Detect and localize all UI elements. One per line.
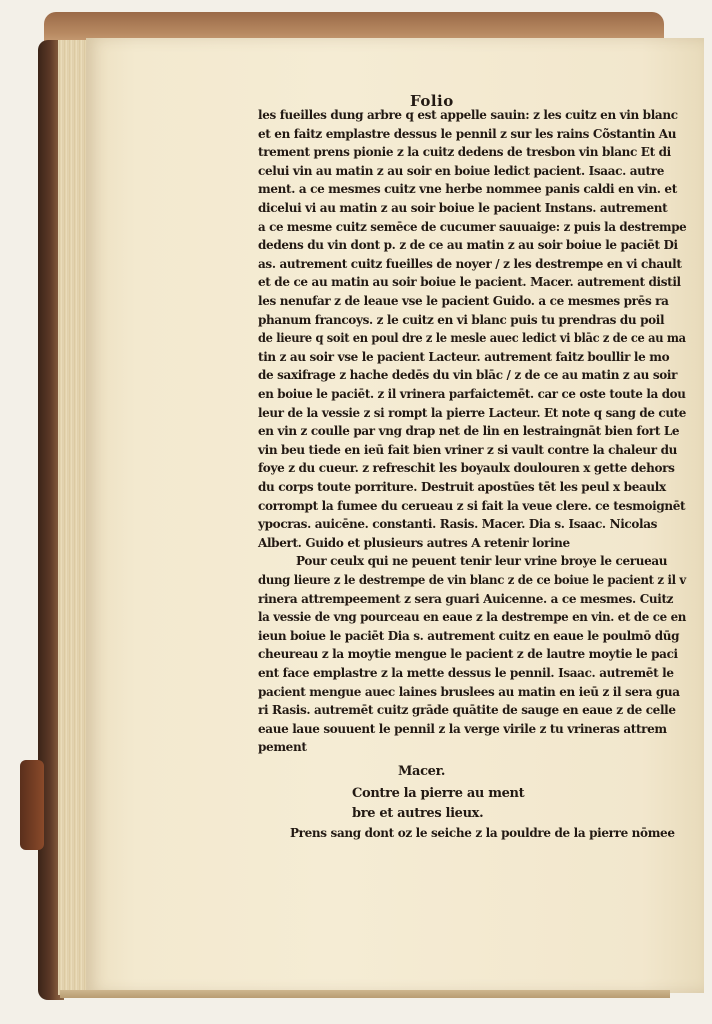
section-title-line-1: Contre la pierre au ment [352, 786, 525, 801]
text-line: pement [258, 740, 307, 755]
folio-heading: Folio [410, 92, 454, 110]
text-line: tin z au soir vse le pacient Lacteur. autrement faitz boullir le mo [258, 349, 670, 364]
text-line: trement prens pionie z la cuitz dedens de tresbon vin blanc Et di [258, 145, 671, 160]
text-line: Albert. Guido et plusieurs autres A retenir lorine [258, 535, 570, 550]
text-line: les fueilles dung arbre q est appelle sauin: z les cuitz en vin blanc [258, 108, 678, 122]
text-line: de saxifrage z hache dedēs du vin blāc / z de ce au matin z au soir [258, 368, 678, 383]
text-line: vin beu tiede en ieū fait bien vriner z si vault contre la chaleur du [258, 442, 678, 457]
text-line: en vin z coulle par vng drap net de lin en lestraingnāt bien fort Le [258, 424, 680, 439]
text-line: ri Rasis. autremēt cuitz grāde quātite de sauge en eaue z de celle [258, 703, 676, 718]
leather-tab [20, 760, 44, 850]
text-line: ieun boiue le paciēt Dia s. autrement cuitz en eaue le poulmō dūg [258, 628, 680, 643]
text-line: dedens du vin dont p. z de ce au matin z au soir boiue le paciēt Di [258, 238, 678, 253]
section-author: Macer. [398, 764, 446, 779]
text-line: en boiue le paciēt. z il vrinera parfaictemēt. car ce oste toute la dou [258, 387, 686, 401]
text-line: les nenufar z de leaue vse le pacient Guido. a ce mesmes prēs ra [258, 294, 669, 308]
text-line: pacient mengue auec laines bruslees au matin en ieū z il sera gua [258, 684, 680, 699]
text-line: celui vin au matin z au soir en boiue ledict pacient. Isaac. autre [258, 163, 665, 178]
text-line: la vessie de vng pourceau en eaue z la destrempe en vin. et de ce en [258, 610, 687, 625]
text-line: et de ce au matin au soir boiue le pacient. Macer. autrement distil [258, 275, 681, 290]
text-line: corrompt la fumee du cerueau z si fait la veue clere. ce tesmoignēt [258, 498, 686, 513]
text-line: leur de la vessie z si rompt la pierre Lacteur. Et note q sang de cute [258, 405, 687, 420]
text-line: as. autrement cuitz fueilles de noyer / z les destrempe en vi chault [258, 256, 682, 271]
text-line: cheureau z la moytie mengue le pacient z de lautre moytie le paci [258, 647, 678, 662]
text-line: de lieure q soit en poul dre z le mesle auec ledict vi blāc z de ce au ma [258, 331, 686, 346]
text-line: a ce mesme cuitz semēce de cucumer sauuaige: z puis la destrempe [258, 219, 687, 234]
last-text-line: Prens sang dont oz le seiche z la pouldre de la pierre nōmee [290, 826, 675, 840]
text-line: phanum francoys. z le cuitz en vi blanc puis tu prendras du poil [258, 312, 665, 327]
book-page [86, 38, 704, 993]
text-line: dung lieure z le destrempe de vin blanc z de ce boiue le pacient z il v [258, 573, 686, 587]
text-line: et en faitz emplastre dessus le pennil z sur les rains Cõstantin Au [258, 126, 677, 141]
text-line: du corps toute porriture. Destruit apostūes tēt les peul x beaulx [258, 480, 666, 494]
text-line: ypocras. auicēne. constanti. Rasis. Macer. Dia s. Isaac. Nicolas [258, 517, 658, 532]
text-line: foye z du cueur. z refreschit les boyaulx doulouren x gette dehors [258, 461, 675, 476]
text-line: Pour ceulx qui ne peuent tenir leur vrine broye le cerueau [296, 554, 668, 569]
text-line: ment. a ce mesmes cuitz vne herbe nommee panis caldi en vin. et [258, 182, 677, 197]
text-line: dicelui vi au matin z au soir boiue le pacient Instans. autrement [258, 201, 668, 215]
section-title-line-2: bre et autres lieux. [352, 806, 484, 821]
text-line: eaue laue souuent le pennil z la verge virile z tu vrineras attrem [258, 721, 667, 736]
page-bottom-edge [60, 990, 670, 998]
text-line: rinera attrempeement z sera guari Auicenne. a ce mesmes. Cuitz [258, 591, 674, 606]
text-line: ent face emplastre z la mette dessus le pennil. Isaac. autremēt le [258, 666, 674, 680]
